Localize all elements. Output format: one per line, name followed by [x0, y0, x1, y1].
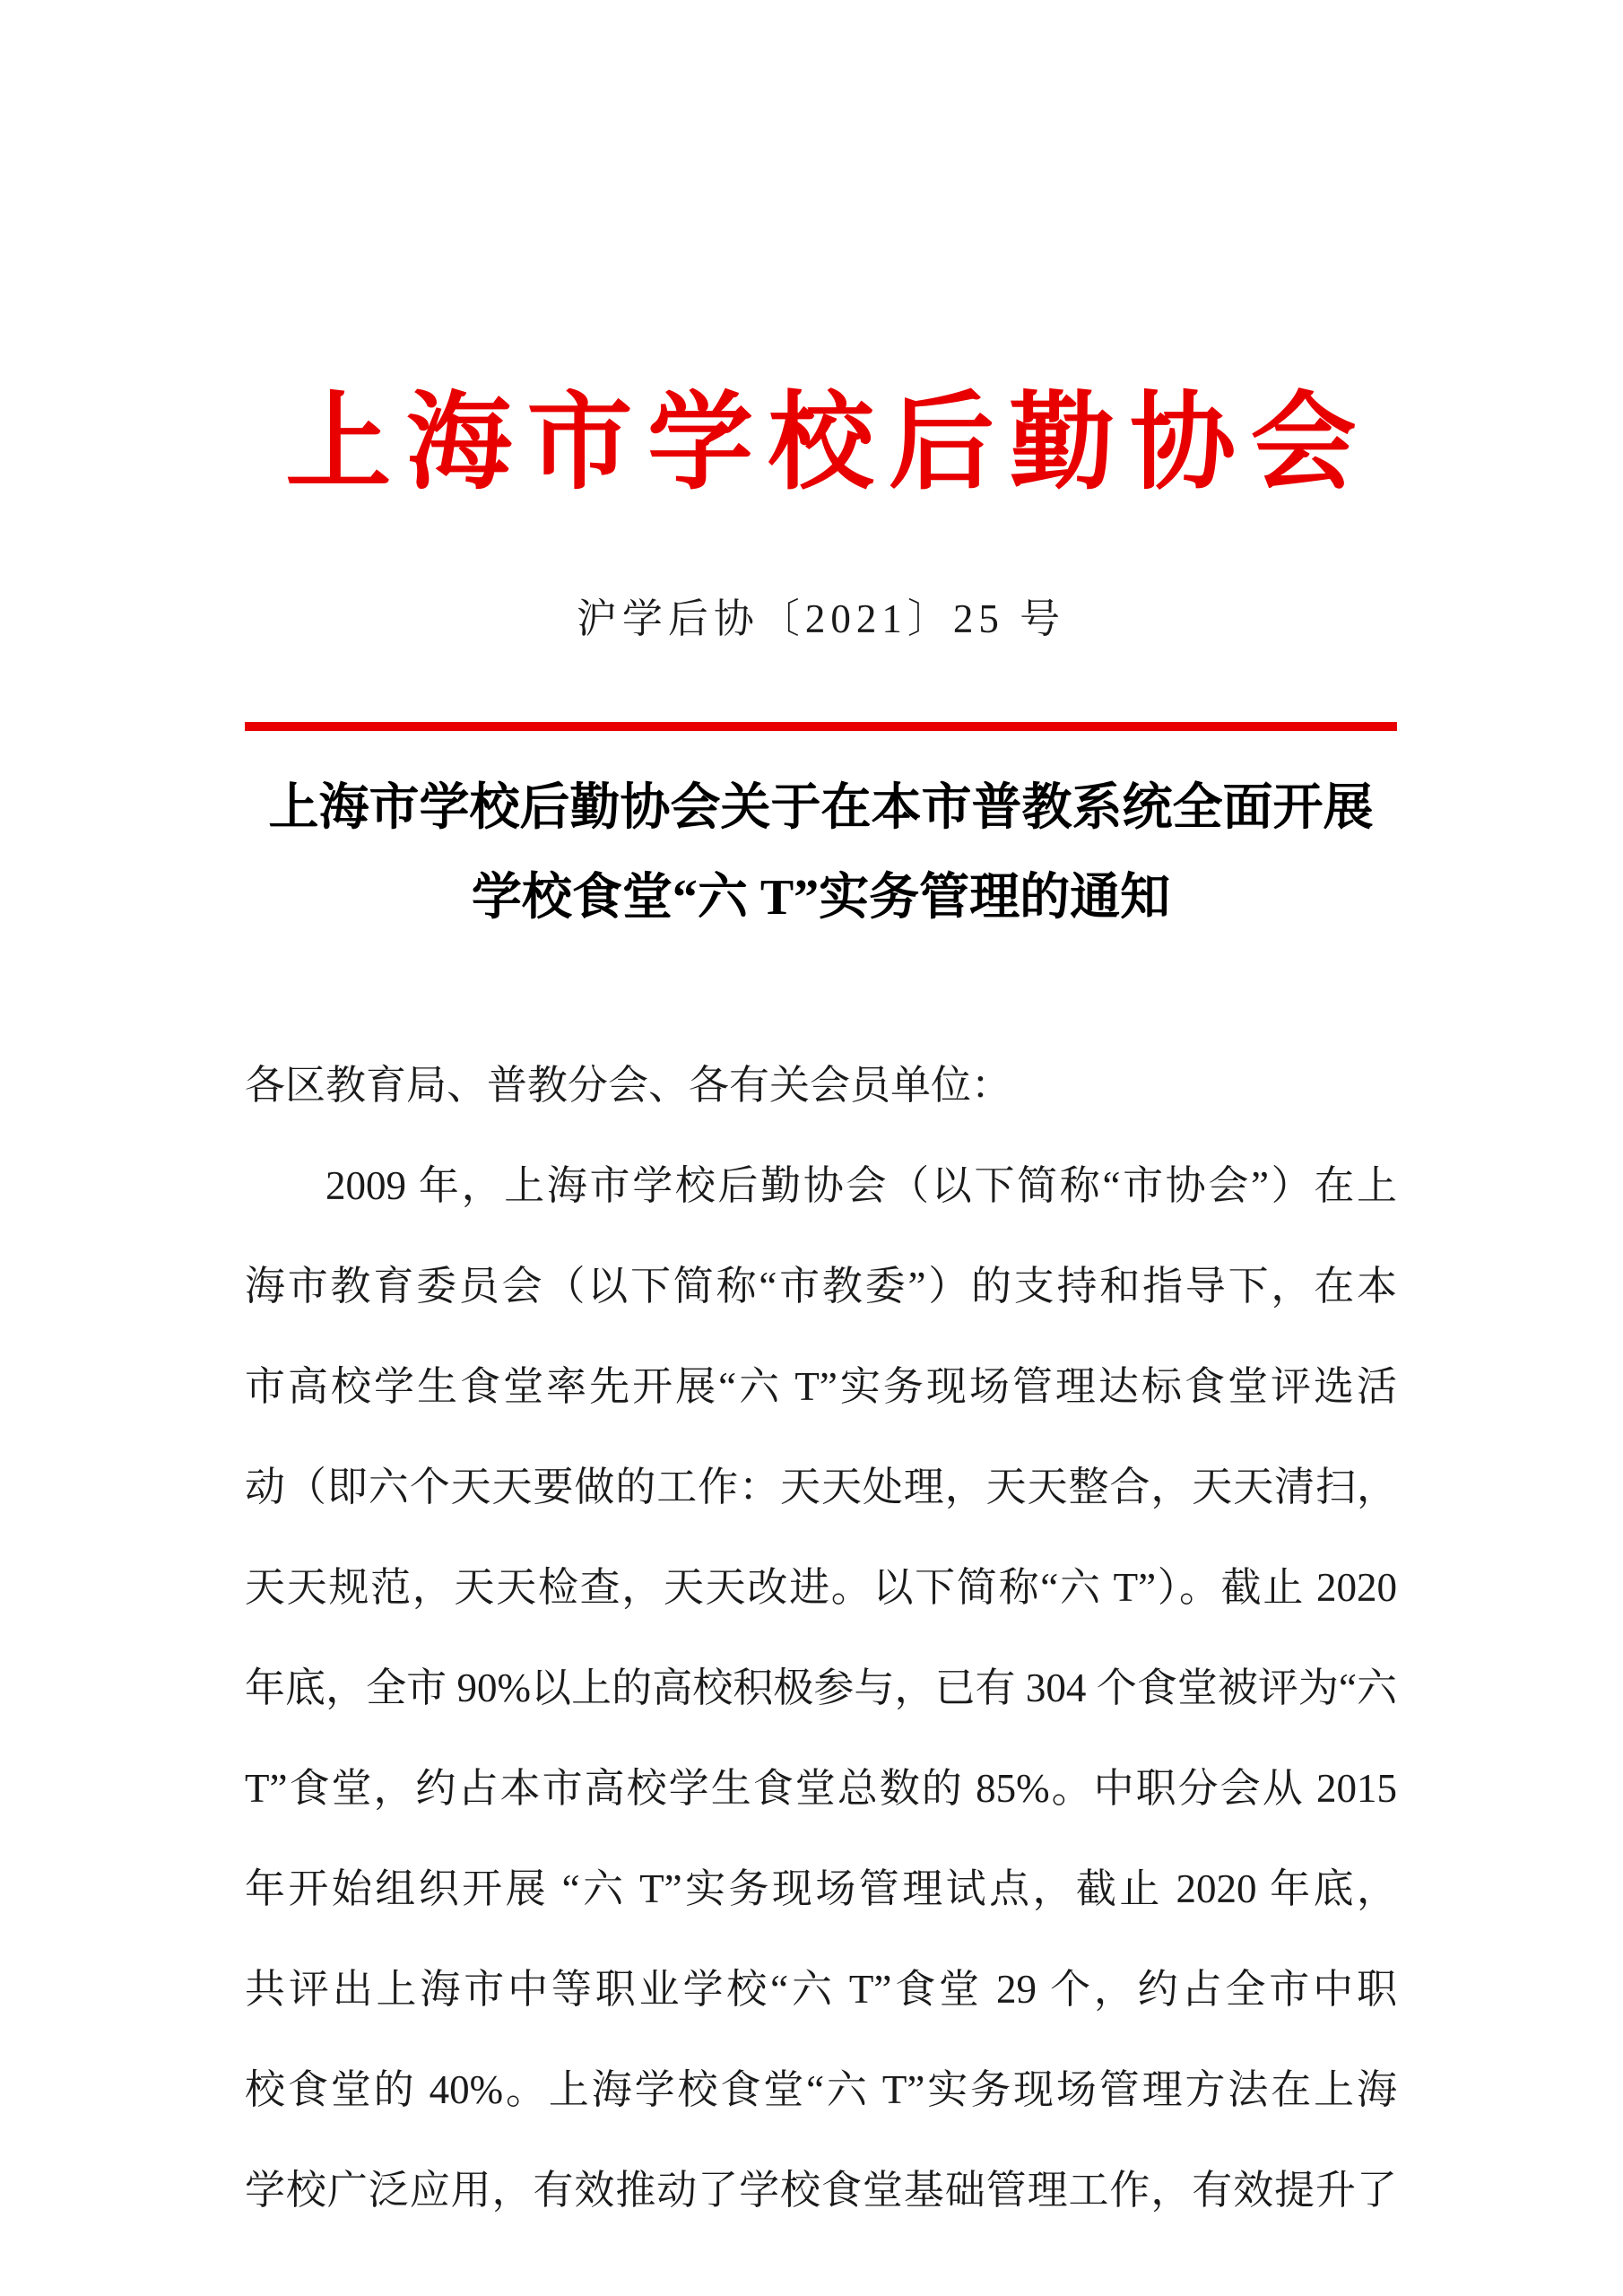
notice-title-line2: 学校食堂“六 T”实务管理的通知 [471, 870, 1171, 926]
document-content [245, 0, 1397, 2240]
salutation-line: 各区教育局、普教分会、各有关会员单位： [245, 1063, 1012, 1108]
body-line: 海市教育委员会（以下简称“市教委”）的支持和指导下，在本 [245, 1264, 1397, 1309]
body-line: 天天规范，天天检查，天天改进。以下简称“六 T”）。截止 2020 [245, 1565, 1397, 1610]
body-line: 学校广泛应用，有效推动了学校食堂基础管理工作，有效提升了 [245, 2168, 1397, 2213]
body-line: 校食堂的 40%。上海学校食堂“六 T”实务现场管理方法在上海 [245, 2067, 1397, 2112]
doc-number: 沪学后协〔2021〕25 号 [576, 596, 1066, 641]
body-line: T”食堂，约占本市高校学生食堂总数的 85%。中职分会从 2015 [245, 1766, 1397, 1811]
body-line: 共评出上海市中等职业学校“六 T”食堂 29 个，约占全市中职 [245, 1967, 1397, 2012]
paragraph-lines [245, 1135, 1397, 2240]
body-line: 动（即六个天天要做的工作：天天处理，天天整合，天天清扫， [245, 1465, 1397, 1509]
body-line: 年开始组织开展 “六 T”实务现场管理试点，截止 2020 年底， [245, 1866, 1397, 1911]
notice-title [245, 763, 1397, 943]
red-divider-rule [245, 722, 1397, 731]
body-line: 2009 年，上海市学校后勤协会（以下简称“市协会”）在上 [325, 1163, 1397, 1208]
body-text [245, 1035, 1397, 2240]
body-line: 年底，全市 90%以上的高校积极参与，已有 304 个食堂被评为“六 [245, 1665, 1397, 1710]
letterhead-title: 上海市学校后勤协会 [285, 385, 1372, 502]
body-line: 市高校学生食堂率先开展“六 T”实务现场管理达标食堂评选活 [245, 1364, 1397, 1409]
notice-title-line1: 上海市学校后勤协会关于在本市普教系统全面开展 [268, 780, 1374, 836]
